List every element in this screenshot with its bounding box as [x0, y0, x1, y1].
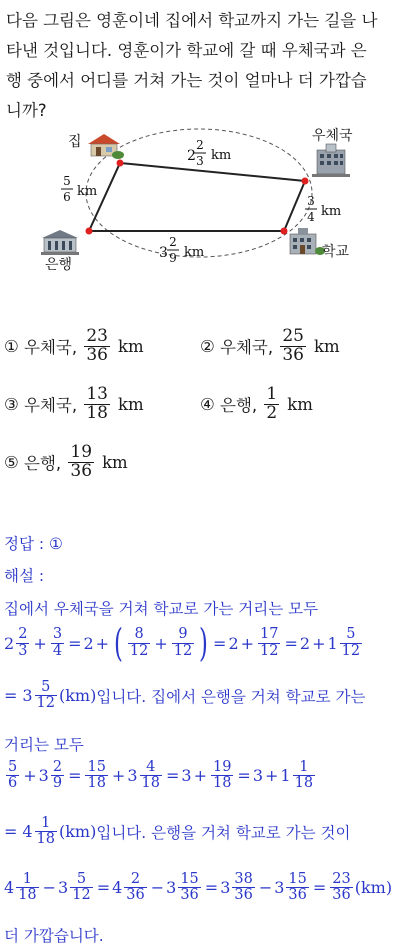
option-unit: km	[314, 336, 340, 356]
option-place: 우체국,	[220, 338, 274, 358]
svg-text:3: 3	[159, 245, 168, 261]
svg-text:km: km	[211, 148, 232, 163]
bank-total: = 4 $\frac{1}{18}$ (km) 입니다. 은행을 거쳐 학교로 가는 것이	[4, 815, 351, 848]
bank-icon	[41, 230, 79, 255]
question-line: 타낸 것입니다. 영훈이가 학교에 갈 때 우체국과 은	[6, 41, 367, 60]
option-5[interactable]	[4, 444, 128, 481]
school-point	[281, 228, 288, 235]
svg-text:2: 2	[196, 138, 204, 152]
svg-text:3: 3	[196, 154, 204, 168]
solution-text: 거리는 모두	[4, 736, 84, 754]
question-text	[6, 6, 394, 126]
option-marker: ③	[4, 394, 19, 414]
option-4[interactable]	[200, 386, 313, 423]
svg-text:5: 5	[63, 174, 71, 188]
svg-text:km: km	[321, 204, 342, 219]
option-place: 은행,	[220, 396, 258, 416]
right-distance-label	[305, 194, 341, 224]
option-1[interactable]	[4, 328, 144, 365]
equation-post-office-sum: 2 $\frac{2}{3}$ + $\frac{3}{4}$ = 2 + ( $\frac{8}{12}$ + $\frac{9}{12}$ ) = 2 + $\frac{17}{12}$ = 2 + 1 $\frac{5}{12}$	[4, 621, 361, 665]
option-place: 우체국,	[24, 338, 78, 358]
option-fraction: $\frac{19}{36}$	[70, 442, 93, 481]
post-office-point	[302, 178, 309, 185]
option-place: 우체국,	[24, 396, 78, 416]
option-unit: km	[102, 452, 128, 472]
top-distance-label	[187, 138, 231, 168]
svg-text:2: 2	[169, 235, 177, 249]
question-line: 니까?	[6, 101, 47, 120]
solution-text: 집에서 우체국을 거쳐 학교로 가는 거리는 모두	[4, 600, 319, 618]
option-unit: km	[118, 394, 144, 414]
question-line: 다음 그림은 영훈이네 집에서 학교까지 가는 길을 나	[6, 11, 378, 30]
left-distance-label	[61, 174, 97, 204]
option-fraction: $\frac{13}{18}$	[86, 384, 108, 423]
option-3[interactable]	[4, 386, 144, 423]
option-2[interactable]	[200, 328, 340, 365]
option-marker: ④	[200, 394, 215, 414]
option-marker: ⑤	[4, 452, 19, 472]
solution-text: 입니다. 집에서 은행을 거쳐 학교로 가는	[96, 687, 366, 706]
solution-conclusion: 더 가깝습니다.	[4, 927, 104, 945]
solution-text: 입니다. 은행을 거쳐 학교로 가는 것이	[96, 823, 351, 842]
option-place: 은행,	[24, 454, 62, 474]
answer-line: 정답 : ①	[4, 535, 63, 553]
svg-text:2: 2	[187, 148, 196, 164]
post-office-icon	[312, 144, 350, 177]
option-fraction: $\frac{25}{36}$	[282, 326, 304, 365]
school-label: 학교	[322, 244, 350, 260]
solution-heading: 해설 :	[4, 567, 45, 585]
bottom-distance-label	[159, 235, 204, 265]
svg-text:km: km	[77, 184, 98, 199]
home-point	[117, 160, 124, 167]
bank-point	[86, 228, 93, 235]
option-fraction: $\frac{1}{2}$	[266, 384, 278, 423]
school-icon	[290, 228, 325, 255]
option-fraction: $\frac{23}{36}$	[86, 326, 108, 365]
svg-text:km: km	[184, 245, 205, 260]
option-unit: km	[118, 336, 144, 356]
home-label: 집	[68, 134, 82, 150]
svg-text:3: 3	[307, 194, 315, 208]
question-line: 행 중에서 어디를 거쳐 가는 것이 얼마나 더 가깝습	[6, 71, 367, 90]
option-marker: ①	[4, 336, 19, 356]
route-lines	[89, 163, 305, 231]
equation-difference: 4 $\frac{1}{18}$ − 3 $\frac{5}{12}$ = 4 $\frac{2}{36}$ − 3 $\frac{15}{36}$ = 3 $\frac{38}{36}$ − 3 $\frac{15}{36}$ = $\frac{23}{36}$ (km)	[4, 871, 393, 904]
svg-text:4: 4	[307, 210, 315, 224]
svg-text:6: 6	[63, 190, 71, 204]
option-marker: ②	[200, 336, 215, 356]
route-diagram	[0, 124, 400, 274]
equation-bank-sum: $\frac{5}{6}$ + 3 $\frac{2}{9}$ = $\frac{15}{18}$ + 3 $\frac{4}{18}$ = 3 + $\frac{19}{18}$ = 3 + 1 $\frac{1}{18}$	[8, 759, 314, 792]
post-office-total: = 3 $\frac{5}{12}$ (km) 입니다. 집에서 은행을 거쳐 학교로 가는	[4, 679, 366, 712]
post-office-label: 우체국	[312, 128, 353, 144]
option-unit: km	[287, 394, 313, 414]
house-icon	[88, 134, 124, 159]
bank-label: 은행	[45, 257, 73, 273]
svg-text:9: 9	[169, 251, 177, 265]
